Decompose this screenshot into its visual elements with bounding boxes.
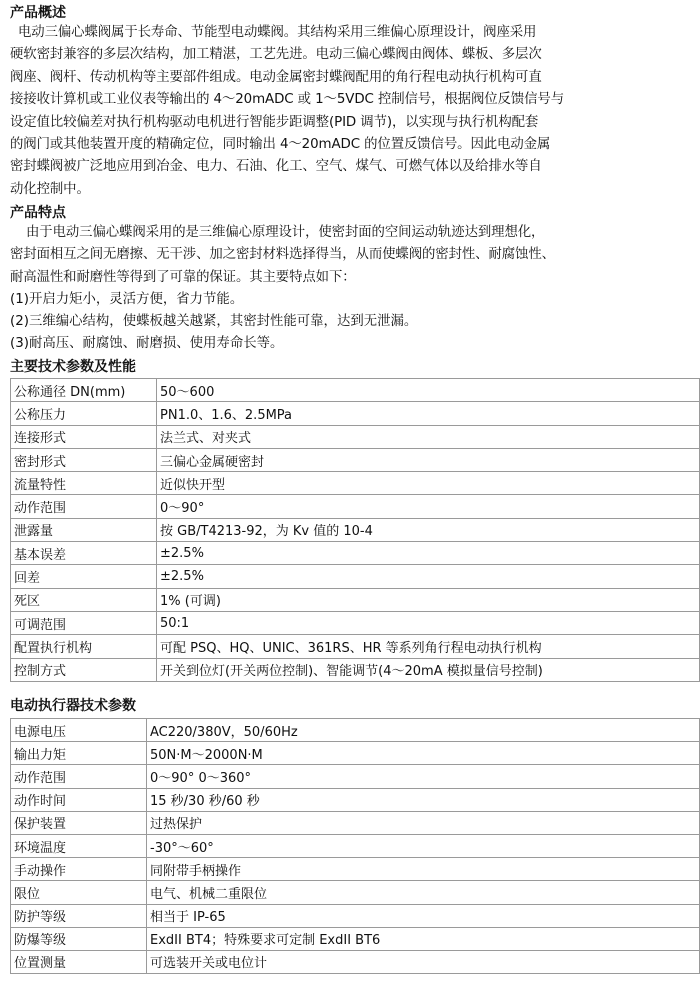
spec-row [11,658,700,681]
spec-label: 可调范围 [11,611,157,634]
features-paragraph [10,222,698,289]
spec-label: 公称压力 [11,402,157,425]
spec-label: 防爆等级 [11,927,147,950]
spec-value: ExdII BT4；特殊要求可定制 ExdII BT6 [147,927,700,950]
spec-row [11,719,700,742]
spec-label: 密封形式 [11,448,157,471]
overview-line: 接接收计算机或工业仪表等输出的 4～20mADC 或 1～5VDC 控制信号，根据阀位反馈信号与 [10,92,565,108]
overview-line: 的阀门或其他装置开度的精确定位，同时输出 4～20mADC 的位置反馈信号。因此电动金属 [10,137,551,153]
spec-row [11,950,700,973]
actuator-specs-heading: 电动执行器技术参数 [10,698,136,714]
spec-label: 基本误差 [11,542,157,565]
spec-value: 近似快开型 [157,472,700,495]
spec-label: 配置执行机构 [11,635,157,658]
spec-row [11,834,700,857]
spec-row [11,588,700,611]
valve-specs-heading: 主要技术参数及性能 [10,359,136,375]
spec-row [11,904,700,927]
spec-value: ±2.5% [157,565,700,588]
overview-heading: 产品概述 [10,5,66,21]
spec-label: 手动操作 [11,858,147,881]
spec-row [11,518,700,541]
overview-line: 阀座、阀杆、传动机构等主要部件组成。电动金属密封蝶阀配用的角行程电动执行机构可直 [10,69,542,85]
spec-value: 15 秒/30 秒/60 秒 [147,788,700,811]
spec-value: 开关到位灯(开关两位控制)、智能调节(4～20mA 模拟量信号控制) [157,658,700,681]
spec-label: 动作时间 [11,788,147,811]
spec-value: 相当于 IP-65 [147,904,700,927]
spec-row [11,565,700,588]
spec-label: 位置测量 [11,950,147,973]
spec-label: 公称通径 DN(mm) [11,379,157,402]
spec-value: PN1.0、1.6、2.5MPa [157,402,700,425]
spec-label: 动作范围 [11,495,157,518]
spec-value: AC220/380V，50/60Hz [147,719,700,742]
spec-value: ±2.5% [157,542,700,565]
spec-row [11,635,700,658]
spec-value: 电气、机械二重限位 [147,881,700,904]
features-line: 密封面相互之间无磨擦、无干涉、加之密封材料选择得当，从而使蝶阀的密封性、耐腐蚀性、 [10,247,555,263]
spec-label: 保护装置 [11,811,147,834]
overview-line: 电动三偏心蝶阀属于长寿命、节能型电动蝶阀。其结构采用三维偏心原理设计，阀座采用 [18,25,537,40]
spec-value: 可选装开关或电位计 [147,950,700,973]
spec-label: 回差 [11,565,157,588]
spec-row [11,402,700,425]
spec-row [11,765,700,788]
overview-line: 设定值比较偏差对执行机构驱动电机进行智能步距调整(PID 调节)，以实现与执行机构配套 [10,114,539,130]
spec-row [11,858,700,881]
spec-row [11,448,700,471]
overview-paragraph [10,22,698,201]
spec-row [11,811,700,834]
spec-row [11,788,700,811]
spec-row [11,472,700,495]
spec-value: 0～90° [157,495,700,518]
spec-row [11,881,700,904]
spec-value: 可配 PSQ、HQ、UNIC、361RS、HR 等系列角行程电动执行机构 [157,635,700,658]
spec-row [11,611,700,634]
actuator-specs-table [10,718,700,974]
spec-value: 50:1 [157,611,700,634]
spec-row [11,495,700,518]
spec-value: 三偏心金属硬密封 [157,448,700,471]
spec-value: 50N·M～2000N·M [147,742,700,765]
spec-row [11,425,700,448]
spec-label: 输出力矩 [11,742,147,765]
overview-line: 密封蝶阀被广泛地应用到冶金、电力、石油、化工、空气、煤气、可燃气体以及给排水等自 [10,159,542,175]
features-line: 由于电动三偏心蝶阀采用的是三维偏心原理设计，使密封面的空间运动轨迹达到理想化， [26,225,545,240]
spec-label: 死区 [11,588,157,611]
features-line: 耐高温性和耐磨性等得到了可靠的保证。其主要特点如下： [10,269,356,285]
feature-item: (2)三维编心结构，使蝶板越关越紧，其密封性能可靠，达到无泄漏。 [10,314,418,329]
spec-row [11,927,700,950]
overview-line: 动化控制中。 [10,181,90,197]
feature-item: (3)耐高压、耐腐蚀、耐磨损、使用寿命长等。 [10,336,284,351]
spec-label: 泄露量 [11,518,157,541]
spec-row [11,742,700,765]
feature-item: (1)开启力矩小，灵活方便，省力节能。 [10,292,244,307]
spec-value: 过热保护 [147,811,700,834]
spec-value: 法兰式、对夹式 [157,425,700,448]
spec-value: 1% (可调) [157,588,700,611]
spec-label: 流量特性 [11,472,157,495]
spec-label: 动作范围 [11,765,147,788]
spec-label: 限位 [11,881,147,904]
spec-label: 连接形式 [11,425,157,448]
spec-value: 按 GB/T4213-92，为 Kv 值的 10-4 [157,518,700,541]
spec-row [11,542,700,565]
spec-value: 0～90° 0～360° [147,765,700,788]
spec-label: 控制方式 [11,658,157,681]
spec-label: 防护等级 [11,904,147,927]
features-heading: 产品特点 [10,205,66,221]
spec-label: 电源电压 [11,719,147,742]
overview-line: 硬软密封兼容的多层次结构，加工精湛，工艺先进。电动三偏心蝶阀由阀体、蝶板、多层次 [10,47,542,63]
spec-value: -30°～60° [147,834,700,857]
spec-value: 同附带手柄操作 [147,858,700,881]
spec-label: 环境温度 [11,834,147,857]
valve-specs-table [10,378,700,682]
spec-row [11,379,700,402]
spec-value: 50～600 [157,379,700,402]
